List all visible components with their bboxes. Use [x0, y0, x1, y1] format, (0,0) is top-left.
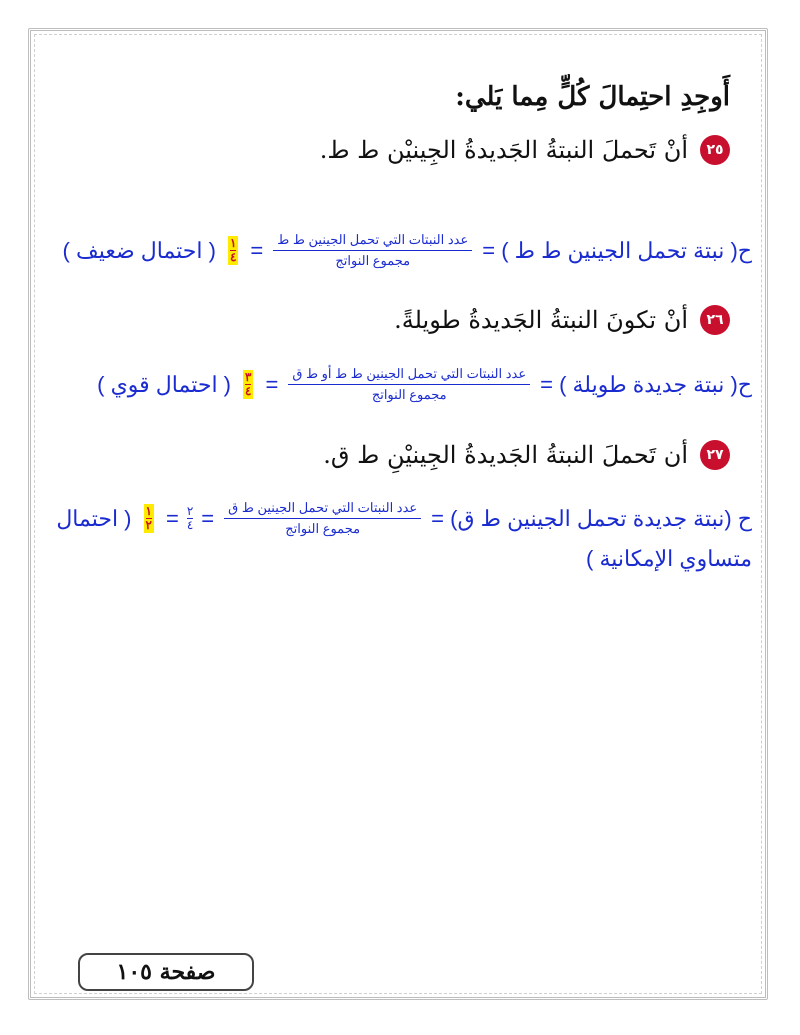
fraction-denominator: مجموع النواتج: [371, 387, 447, 402]
answer-fraction: [224, 500, 421, 537]
result-denominator: ٢: [145, 518, 152, 532]
fraction-denominator: مجموع النواتج: [335, 253, 411, 268]
answer-prefix: ح( نبتة جديدة طويلة ) =: [540, 371, 752, 397]
result-denominator: ٤: [229, 250, 237, 264]
question-27: [323, 440, 730, 470]
equals-sign-2: =: [165, 505, 179, 531]
intermediate-fraction: [187, 505, 193, 532]
probability-label: ( احتمال: [56, 505, 132, 531]
answer-26: [68, 366, 752, 403]
question-number-badge: ٢٧: [700, 440, 730, 470]
question-number-badge: ٢٥: [700, 135, 730, 165]
result-fraction-highlight: [243, 370, 253, 399]
page-number-box: صفحة ١٠٥: [78, 953, 254, 991]
question-text: أن تَحملَ النبتةُ الجَديدةُ الجِينيْنِ ط ق.: [323, 441, 688, 469]
exercise-heading: أَوجِدِ احتِمالَ كُلٍّ مِما يَلي:: [455, 82, 730, 112]
answer-prefix: ح (نبتة جديدة تحمل الجينين ط ق) =: [431, 505, 752, 531]
intermediate-denominator: ٤: [186, 518, 194, 532]
probability-label: ( احتمال ضعيف ): [62, 237, 216, 263]
probability-label: ( احتمال قوي ): [97, 371, 231, 397]
answer-prefix: ح( نبتة تحمل الجينين ط ط ) =: [482, 237, 752, 263]
equals-sign: =: [265, 371, 279, 397]
result-numerator: ١: [145, 504, 152, 518]
answer-fraction: [288, 366, 530, 403]
result-numerator: ١: [229, 236, 237, 250]
answer-25: [62, 232, 752, 269]
question-text: أنْ تَحملَ النبتةُ الجَديدةُ الجِينيْن ط ط.: [319, 136, 688, 164]
fraction-numerator: عدد النبتات التي تحمل الجينين ط ق: [224, 500, 421, 519]
question-number-badge: ٢٦: [700, 305, 730, 335]
question-text: أنْ تكونَ النبتةُ الجَديدةُ طويلةً.: [394, 306, 688, 334]
answer-27: [56, 500, 752, 537]
result-denominator: ٤: [245, 384, 252, 398]
fraction-numerator: عدد النبتات التي تحمل الجينين ط ط: [273, 232, 472, 251]
fraction-numerator: عدد النبتات التي تحمل الجينين ط ط أو ط ق: [288, 366, 530, 385]
question-25: [320, 135, 730, 165]
probability-label-continuation: متساوي الإمكانية ): [586, 546, 752, 571]
answer-fraction: [273, 232, 472, 269]
intermediate-numerator: ٢: [186, 504, 194, 518]
equals-sign: =: [201, 505, 215, 531]
fraction-denominator: مجموع النواتج: [285, 521, 361, 536]
equals-sign: =: [250, 237, 264, 263]
result-fraction-highlight: [228, 236, 238, 265]
result-numerator: ٣: [245, 370, 252, 384]
result-fraction-highlight: [144, 504, 154, 533]
question-26: [394, 305, 730, 335]
